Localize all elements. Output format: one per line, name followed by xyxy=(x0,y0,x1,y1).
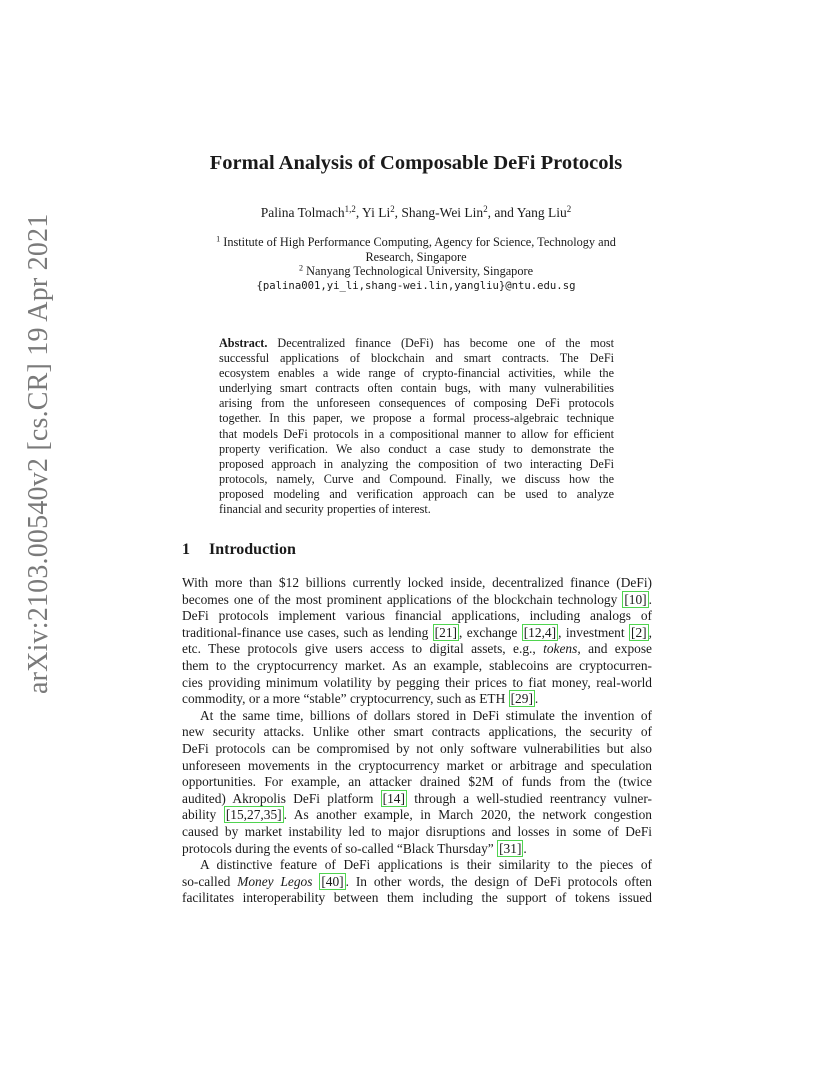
emphasis: Money Legos xyxy=(237,873,313,889)
abstract-line: successful applications of blockchain and smart contracts. The DeFi xyxy=(219,351,614,366)
body-line: At the same time, billions of dollars stored in DeFi stimulate the invention of xyxy=(200,707,652,723)
body-line: caused by market instability led to major disruptions and losses in some of DeFi xyxy=(182,823,652,839)
citation-link[interactable]: [31] xyxy=(499,840,522,856)
body-line: With more than $12 billions currently locked inside, decentralized finance (DeFi) xyxy=(182,575,652,590)
body-line: them to the cryptocurrency market. As an example, stablecoins are cryptocurren- xyxy=(182,657,652,673)
body-line: unforeseen movements in the cryptocurrency market or arbitrage and speculation xyxy=(182,757,652,773)
body-line xyxy=(182,641,652,658)
citation-link[interactable]: [12,4] xyxy=(523,624,557,640)
author-list xyxy=(150,205,682,221)
text-run: ability xyxy=(182,807,224,823)
abstract-line: underlying smart contracts often contain bugs, with many vulnerabilities xyxy=(219,381,614,396)
body-line: DeFi protocols can be compromised by not only software vulnerabilities but also xyxy=(182,740,652,756)
affiliation-2 xyxy=(190,264,642,279)
text-run: , exchange xyxy=(458,624,522,640)
introduction-body xyxy=(182,575,652,907)
affil-mark: 2 xyxy=(298,263,304,273)
text-run: protocols during the events of so-called “Black Thursday” xyxy=(182,840,498,856)
body-line: DeFi protocols implement various financial applications, including analogs of xyxy=(182,608,652,624)
text-run: so-called xyxy=(182,873,238,889)
abstract-label: Abstract. xyxy=(219,336,268,350)
text-run: . xyxy=(534,691,539,707)
author-name: , and Yang Liu xyxy=(487,205,567,220)
abstract-line xyxy=(219,336,614,351)
affil-mark: 1 xyxy=(216,234,221,244)
citation-link[interactable]: [21] xyxy=(434,624,457,640)
author-emails: {palina001,yi_li,shang-wei.lin,yangliu}@ntu.edu.sg xyxy=(256,280,576,292)
citation-link[interactable]: [15,27,35] xyxy=(225,807,282,823)
text-run: . In other words, the design of DeFi protocols often xyxy=(345,873,652,889)
abstract-line: property verification. We also conduct a case study to demonstrate the xyxy=(219,441,614,456)
affiliation-1 xyxy=(190,235,642,265)
text-run: etc. These protocols give users access to digital assets, e.g., xyxy=(182,641,544,657)
emphasis: tokens xyxy=(543,641,578,657)
abstract-line: proposed approach in analyzing the composition of two interacting DeFi xyxy=(219,456,614,471)
abstract-line: that models DeFi protocols in a compositional manner to allow for efficient xyxy=(219,426,614,441)
section-number: 1 xyxy=(182,541,190,558)
citation-link[interactable]: [2] xyxy=(631,624,647,640)
abstract-line: arising from the unforeseen consequences of composing DeFi protocols xyxy=(219,396,614,411)
body-line xyxy=(182,807,652,824)
body-line: new security attacks. Unlike other smart contracts applications, the security of xyxy=(182,724,652,740)
text-run: through a well-studied reentrancy vulner- xyxy=(406,790,652,806)
citation-link[interactable]: [10] xyxy=(624,591,647,607)
citation-link[interactable]: [40] xyxy=(321,873,344,889)
body-line xyxy=(182,874,652,891)
text-run: becomes one of the most prominent applications of the blockchain technology xyxy=(182,591,623,607)
text-run: traditional-finance use cases, such as lending xyxy=(182,624,433,640)
arxiv-identifier: arXiv:2103.00540v2 [cs.CR] 19 Apr 2021 xyxy=(23,213,54,694)
citation-link[interactable]: [14] xyxy=(382,790,405,806)
body-line xyxy=(182,592,652,609)
citation-link[interactable]: [29] xyxy=(510,691,533,707)
author-name: Palina Tolmach xyxy=(260,205,345,220)
body-line: facilitates interoperability between them including the support of tokens issued xyxy=(182,890,652,906)
text-run: , investment xyxy=(558,624,630,640)
abstract-line: proposed modeling and verification approach can be used to analyze xyxy=(219,486,614,501)
abstract-line: ecosystem enables a wide range of crypto-financial activities, while the xyxy=(219,366,614,381)
abstract-line: together. In this paper, we propose a formal process-algebraic technique xyxy=(219,411,614,426)
abstract-line: financial and security properties of interest. xyxy=(219,502,431,517)
text-run: commodity, or a more “stable” cryptocurrency, such as ETH xyxy=(182,691,509,707)
text-run: . xyxy=(523,840,527,856)
author-affil-mark: 2 xyxy=(483,204,488,215)
body-line: A distinctive feature of DeFi applications is their similarity to the pieces of xyxy=(200,857,652,873)
text-run: . As another example, in March 2020, the network congestion xyxy=(283,807,652,823)
section-heading xyxy=(182,541,296,559)
author-name: , Shang-Wei Lin xyxy=(394,205,484,220)
text-run: , and expose xyxy=(577,641,652,657)
section-title: Introduction xyxy=(209,541,296,558)
paper-title: Formal Analysis of Composable DeFi Protocols xyxy=(209,152,623,174)
affil-text: Institute of High Performance Computing, Agency for Science, Technology and xyxy=(220,235,616,249)
body-line: opportunities. For example, an attacker drained $2M of funds from the (twice xyxy=(182,774,652,790)
text-run: , xyxy=(648,624,652,640)
text-run: . xyxy=(648,591,652,607)
body-line: cies providing minimum volatility by pegging their prices to fiat money, real-world xyxy=(182,674,652,690)
body-line xyxy=(182,691,652,708)
author-affil-mark: 1,2 xyxy=(344,204,356,215)
author-affil-mark: 2 xyxy=(566,204,572,215)
author-affil-mark: 2 xyxy=(390,204,395,215)
text-run: audited) Akropolis DeFi platform xyxy=(182,790,381,806)
body-line xyxy=(182,791,652,808)
body-line xyxy=(182,625,652,642)
abstract xyxy=(219,336,614,517)
body-line xyxy=(182,841,652,858)
author-name: , Yi Li xyxy=(355,205,391,220)
abstract-text: Decentralized finance (DeFi) has become one of the most xyxy=(267,336,614,350)
abstract-line: protocols, namely, Curve and Compound. Finally, we discuss how the xyxy=(219,471,614,486)
affil-text: Nanyang Technological University, Singapore xyxy=(303,264,534,278)
affil-text: Research, Singapore xyxy=(365,250,467,264)
